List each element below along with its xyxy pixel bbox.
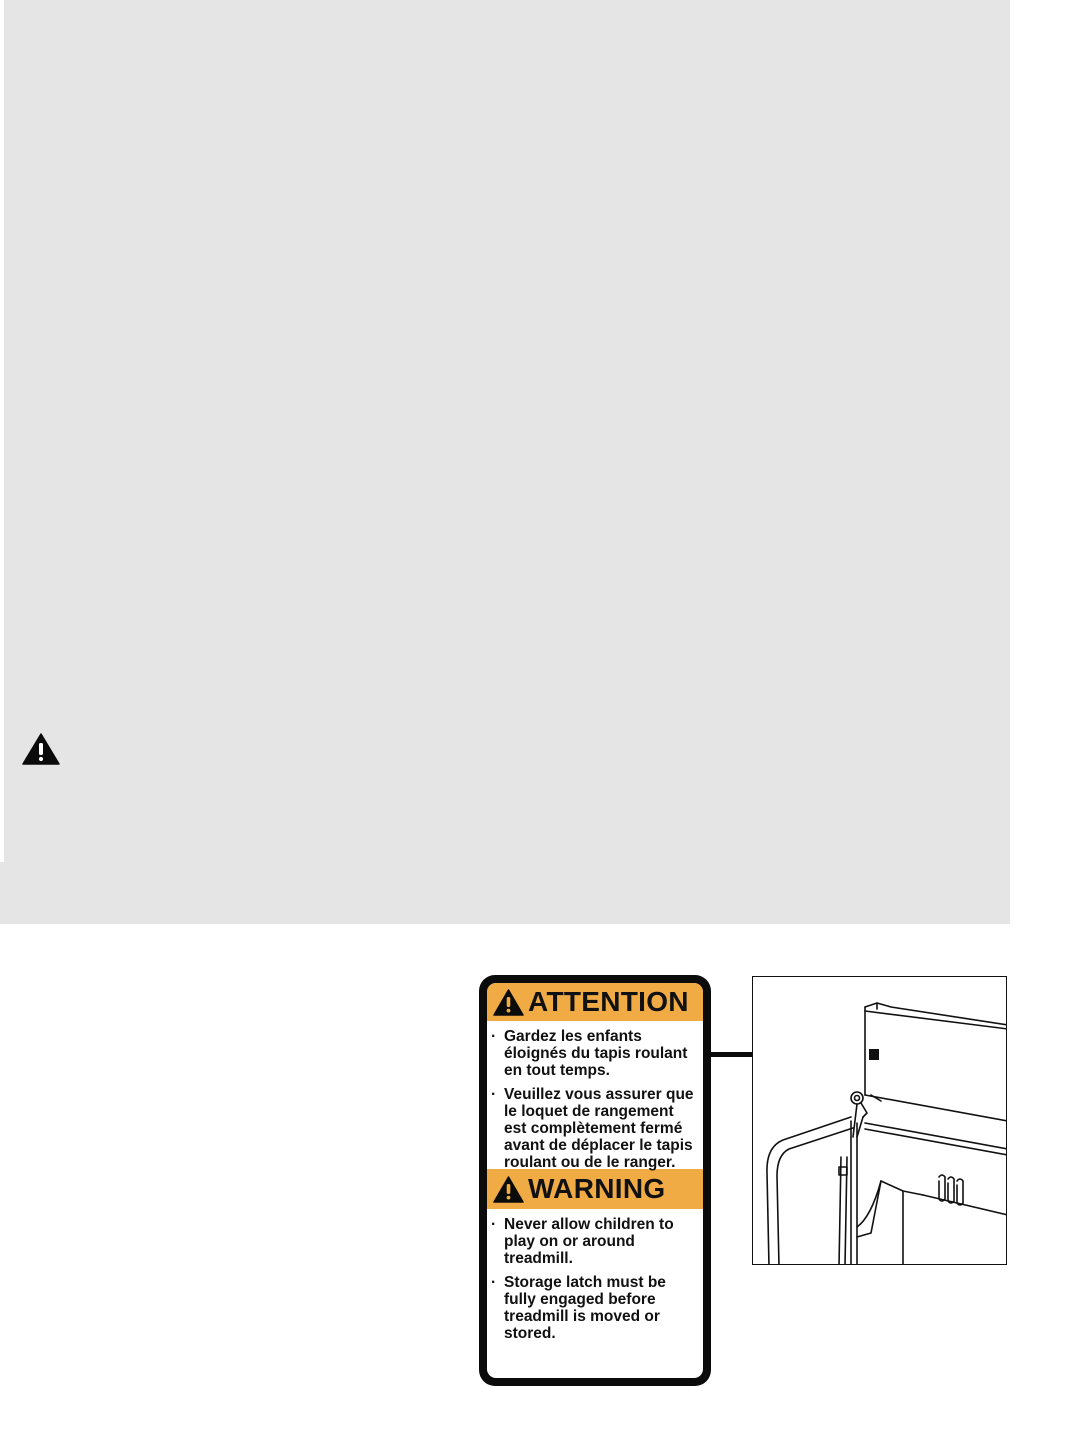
list-item	[491, 1275, 697, 1342]
bullet-dot: ·	[491, 1216, 497, 1233]
warning-heading: WARNING	[528, 1173, 666, 1204]
attention-bullets	[487, 1021, 703, 1169]
warning-bullets	[487, 1209, 703, 1355]
treadmill-illustration	[752, 976, 1007, 1265]
bullet-dot: ·	[491, 1028, 497, 1045]
attention-heading: ATTENTION	[528, 986, 689, 1017]
bullet-text: Gardez les enfants éloignés du tapis roulant en tout temps.	[504, 1028, 688, 1079]
list-item	[491, 1217, 697, 1267]
warning-decal	[479, 975, 711, 1386]
attention-banner	[487, 983, 703, 1021]
warning-triangle-icon	[493, 1176, 524, 1203]
list-item	[491, 1029, 697, 1079]
bullet-text: Veuillez vous assurer que le loquet de rangement est complètement fermé avant de déplacer le tapis roulant ou de le ranger.	[504, 1086, 694, 1171]
warning-triangle-icon	[22, 733, 60, 765]
warning-triangle-icon	[493, 989, 524, 1016]
bullet-text: Storage latch must be fully engaged before treadmill is moved or stored.	[504, 1274, 666, 1342]
warning-banner	[487, 1169, 703, 1209]
bullet-dot: ·	[491, 1274, 497, 1292]
bullet-dot: ·	[491, 1086, 497, 1104]
list-item	[491, 1087, 697, 1171]
bullet-text: Never allow children to play on or around treadmill.	[504, 1216, 674, 1267]
panel-left-edge	[0, 0, 4, 862]
